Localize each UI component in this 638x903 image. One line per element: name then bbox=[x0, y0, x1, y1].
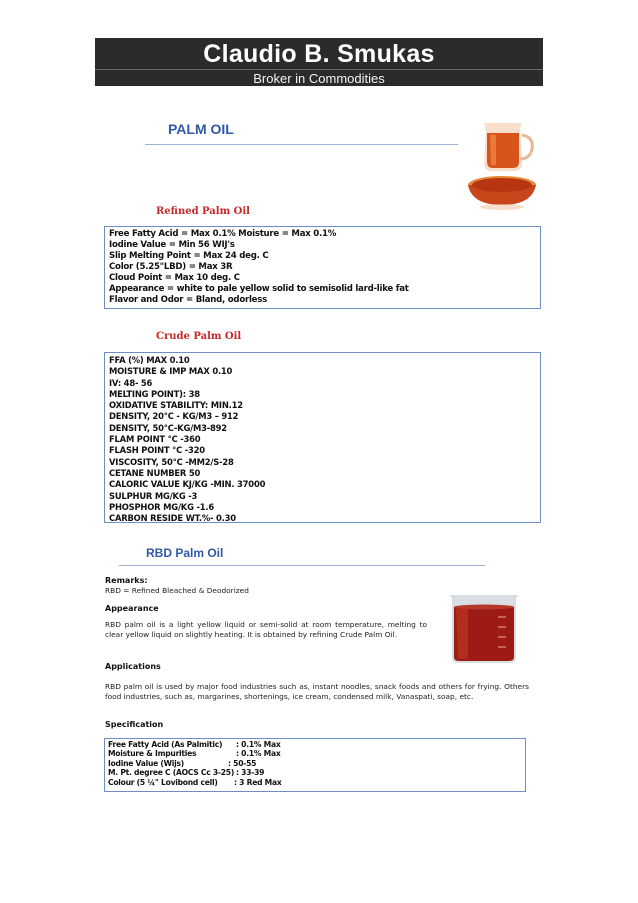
crude-line: FLAM POINT °C -360 bbox=[109, 434, 201, 445]
crude-line: FFA (%) MAX 0.10 bbox=[109, 355, 190, 365]
crude-line: OXIDATIVE STABILITY: MIN.12 bbox=[109, 400, 243, 411]
rbd-rule bbox=[119, 565, 485, 566]
rbd-title: RBD Palm Oil bbox=[146, 546, 224, 560]
spec-row bbox=[108, 759, 525, 768]
rbd-appearance-text: RBD palm oil is a light yellow liquid or semi-solid at room temperature, melting to clear yellow liquid on slightly heating. It is obtained by refining Crude Palm Oil. bbox=[105, 620, 427, 639]
broker-subtitle: Broker in Commodities bbox=[253, 71, 385, 86]
palm-oil-title: PALM OIL bbox=[168, 121, 234, 137]
spec-key: Colour (5 ¼" Lovibond cell) bbox=[108, 777, 218, 787]
crude-line: DENSITY, 20°C - KG/M3 – 912 bbox=[109, 411, 239, 422]
rbd-remarks-label: Remarks: bbox=[105, 576, 148, 585]
refined-line: Iodine Value = Min 56 WIJ's bbox=[109, 240, 235, 250]
refined-line: Color (5.25"LBD) = Max 3R bbox=[109, 262, 233, 272]
crude-line: CALORIC VALUE KJ/KG -MIN. 37000 bbox=[109, 479, 266, 490]
spec-value: : 50-55 bbox=[228, 758, 257, 768]
spec-row bbox=[108, 749, 525, 758]
crude-line: SULPHUR MG/KG -3 bbox=[109, 490, 198, 501]
palm-oil-jar-image bbox=[460, 115, 542, 211]
refined-line: Flavor and Odor = Bland, odorless bbox=[109, 295, 267, 305]
refined-line: Slip Melting Point = Max 24 deg. C bbox=[109, 251, 269, 261]
rbd-specification-label: Specification bbox=[105, 720, 164, 729]
spec-key: Free Fatty Acid (As Palmitic) bbox=[108, 740, 223, 749]
crude-line: MOISTURE & IMP MAX 0.10 bbox=[109, 366, 233, 377]
crude-line: IV: 48- 56 bbox=[109, 377, 153, 388]
crude-heading: Crude Palm Oil bbox=[156, 331, 242, 342]
rbd-applications-label: Applications bbox=[105, 662, 161, 671]
crude-specs-box bbox=[104, 352, 541, 523]
crude-line: VISCOSITY, 50°C -MM2/S-28 bbox=[109, 456, 234, 467]
header-divider bbox=[95, 69, 543, 70]
rbd-appearance-label: Appearance bbox=[105, 604, 159, 613]
crude-line: CARBON RESIDE WT.%- 0.30 bbox=[109, 513, 236, 524]
rbd-remarks-text: RBD = Refined Bleached & Deodorized bbox=[105, 586, 249, 595]
refined-heading: Refined Palm Oil bbox=[156, 206, 250, 217]
crude-line: MELTING POINT): 38 bbox=[109, 388, 200, 399]
refined-line: Appearance = white to pale yellow solid to semisolid lard-like fat bbox=[109, 284, 409, 294]
refined-line: Cloud Point = Max 10 deg. C bbox=[109, 273, 240, 283]
spec-key: Iodine Value (Wijs) bbox=[108, 758, 184, 768]
crude-line: CETANE NUMBER 50 bbox=[109, 467, 201, 478]
refined-specs-box bbox=[104, 226, 541, 309]
broker-name: Claudio B. Smukas bbox=[203, 40, 435, 68]
spec-row bbox=[108, 768, 525, 777]
spec-value: : 0.1% Max bbox=[236, 749, 281, 759]
crude-line: PHOSPHOR MG/KG -1.6 bbox=[109, 501, 214, 512]
crude-line: FLASH POINT °C -320 bbox=[109, 445, 205, 456]
header-banner bbox=[95, 38, 543, 86]
rbd-beaker-image bbox=[438, 587, 530, 667]
spec-key: M. Pt. degree C (AOCS Cc 3-25) bbox=[108, 768, 235, 778]
spec-value: : 0.1% Max bbox=[236, 740, 281, 749]
spec-value: : 3 Red Max bbox=[234, 777, 282, 787]
rbd-spec-box bbox=[104, 738, 526, 792]
refined-line: Free Fatty Acid = Max 0.1% Moisture = Max 0.1% bbox=[109, 229, 337, 239]
spec-row bbox=[108, 778, 525, 787]
spec-value: : 33-39 bbox=[236, 768, 265, 778]
palm-oil-rule bbox=[145, 144, 458, 145]
spec-key: Moisture & Impurities bbox=[108, 749, 197, 759]
rbd-applications-text: RBD palm oil is used by major food industries such as, instant noodles, snack foods and others for frying. Others food industries, such as, margarines, shortenings, ice cream, condensed milk, Vanaspati, soap, etc. bbox=[105, 682, 529, 701]
spec-row bbox=[108, 740, 525, 749]
crude-line: DENSITY, 50°C-KG/M3-892 bbox=[109, 422, 227, 433]
